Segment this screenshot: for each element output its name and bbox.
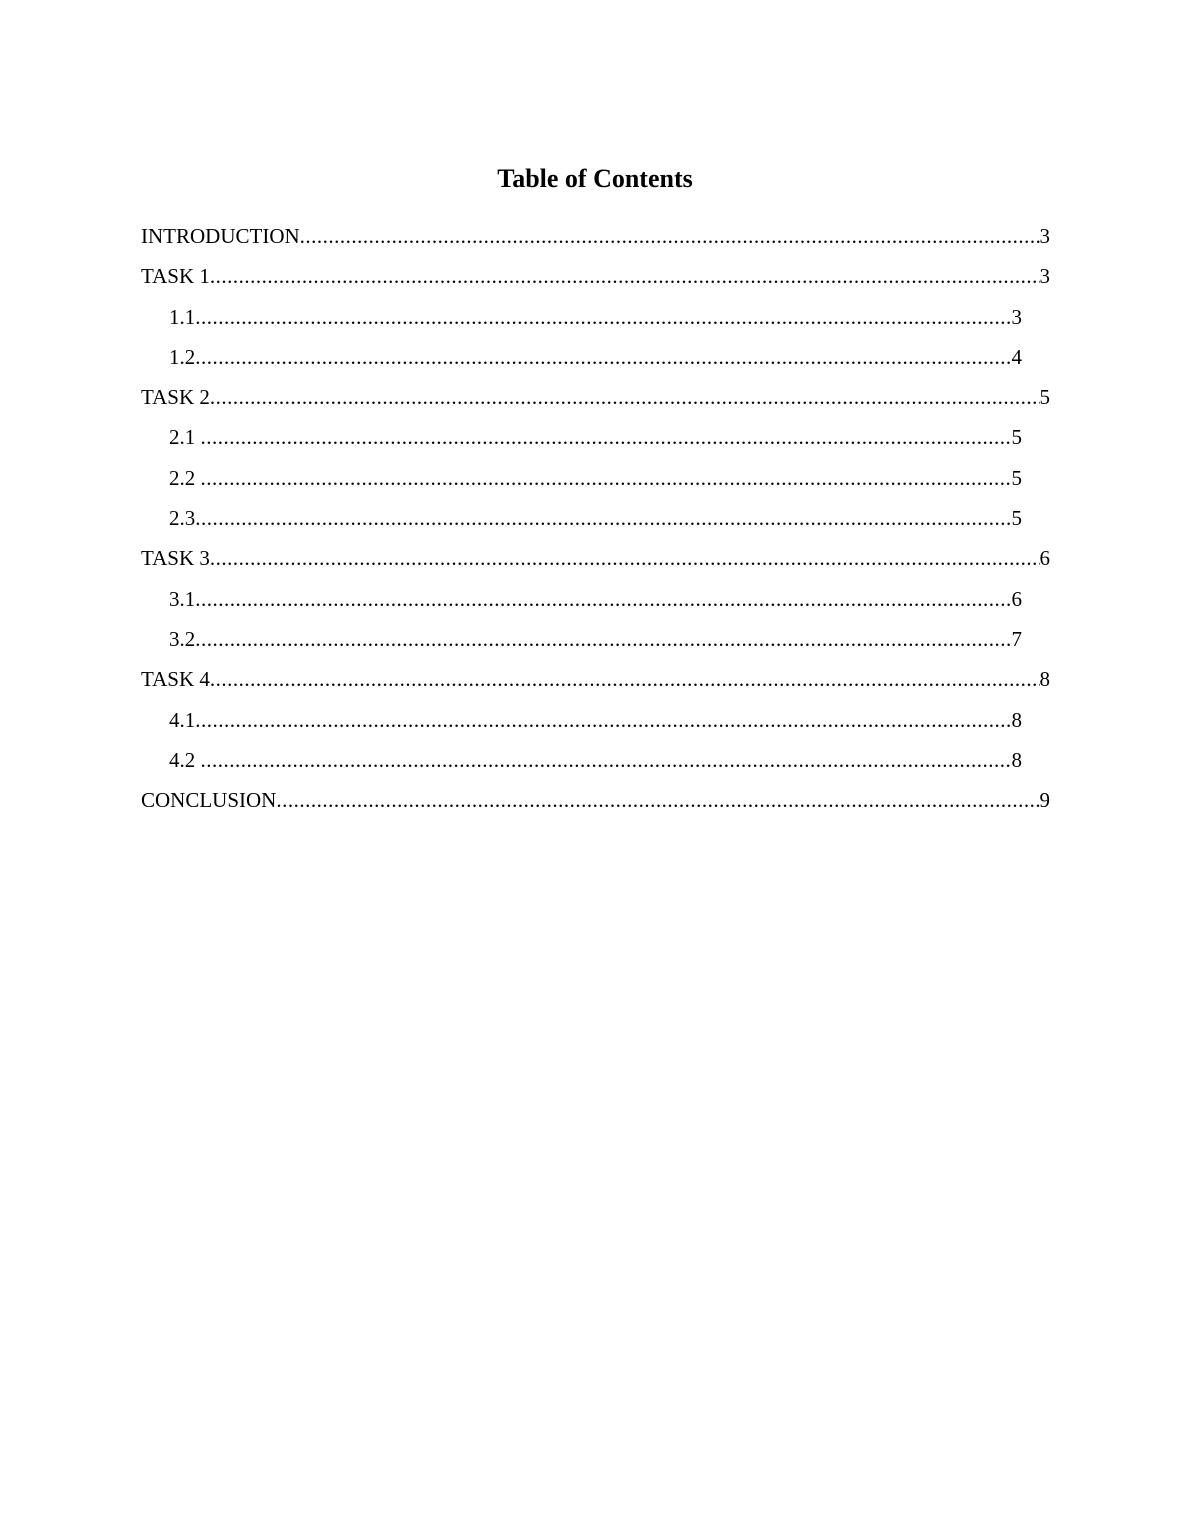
toc-entry-label: CONCLUSION (141, 788, 277, 813)
toc-page-number: 5 (1011, 465, 1022, 490)
toc-entry-label: 4.2 (169, 747, 201, 772)
toc-entry-1-1[interactable] (169, 303, 1022, 343)
toc-page-number: 8 (1011, 707, 1022, 732)
toc-entry-label: TASK 1 (141, 264, 210, 289)
toc-dot-leader (300, 222, 1040, 250)
toc-entry-label: INTRODUCTION (141, 224, 300, 248)
toc-entry-3-2[interactable] (169, 625, 1022, 665)
toc-entry-task-1[interactable] (141, 262, 1050, 302)
toc-page-number: 3 (1039, 264, 1050, 289)
toc-dot-leader (195, 706, 1011, 734)
toc-dot-leader (195, 504, 1011, 532)
toc-page-number: 3 (1011, 304, 1022, 329)
toc-page-number: 8 (1039, 667, 1050, 692)
toc-entry-label: TASK 3 (141, 546, 210, 571)
toc-entry-1-2[interactable] (169, 343, 1022, 383)
toc-page-number: 5 (1011, 425, 1022, 450)
toc-entry-4-2[interactable] (169, 746, 1022, 786)
toc-entry-introduction[interactable] (141, 222, 1050, 262)
toc-entry-label: 4.1 (169, 707, 196, 732)
toc-page-number: 5 (1011, 506, 1022, 531)
toc-entry-2-3[interactable] (169, 504, 1022, 544)
toc-entry-3-1[interactable] (169, 585, 1022, 625)
toc-dot-leader (201, 746, 1012, 774)
toc-entry-2-1[interactable] (169, 423, 1022, 463)
toc-list (141, 222, 1050, 826)
toc-entry-label: 3.2 (169, 626, 196, 651)
toc-dot-leader (201, 423, 1012, 451)
toc-page-number: 7 (1011, 626, 1022, 651)
toc-entry-label: 1.2 (169, 344, 196, 369)
toc-entry-task-2[interactable] (141, 383, 1050, 423)
toc-entry-label: 1.1 (169, 304, 196, 329)
toc-dot-leader (210, 383, 1040, 411)
toc-dot-leader (210, 544, 1040, 572)
toc-entry-label: 3.1 (169, 586, 196, 611)
toc-page-number: 3 (1039, 224, 1050, 248)
toc-dot-leader (201, 464, 1012, 492)
toc-entry-label: 2.3 (169, 506, 196, 531)
toc-entry-conclusion[interactable] (141, 786, 1050, 826)
toc-title: Table of Contents (497, 164, 693, 193)
toc-entry-label: TASK 4 (141, 667, 210, 692)
toc-dot-leader (210, 262, 1040, 290)
toc-dot-leader (195, 585, 1011, 613)
toc-dot-leader (195, 343, 1011, 371)
toc-entry-label: 2.1 (169, 425, 201, 450)
toc-dot-leader (195, 625, 1011, 653)
toc-page-number: 4 (1011, 344, 1022, 369)
toc-entry-task-4[interactable] (141, 665, 1050, 705)
toc-page-number: 5 (1039, 385, 1050, 410)
toc-page-number: 9 (1039, 788, 1050, 813)
toc-entry-label: TASK 2 (141, 385, 210, 410)
toc-entry-task-3[interactable] (141, 544, 1050, 584)
toc-entry-label: 2.2 (169, 465, 201, 490)
toc-page-number: 8 (1011, 747, 1022, 772)
toc-entry-4-1[interactable] (169, 706, 1022, 746)
toc-dot-leader (276, 786, 1039, 814)
toc-dot-leader (210, 665, 1040, 693)
toc-entry-2-2[interactable] (169, 464, 1022, 504)
toc-page-number: 6 (1039, 546, 1050, 571)
toc-dot-leader (195, 303, 1011, 331)
toc-page-number: 6 (1011, 586, 1022, 611)
